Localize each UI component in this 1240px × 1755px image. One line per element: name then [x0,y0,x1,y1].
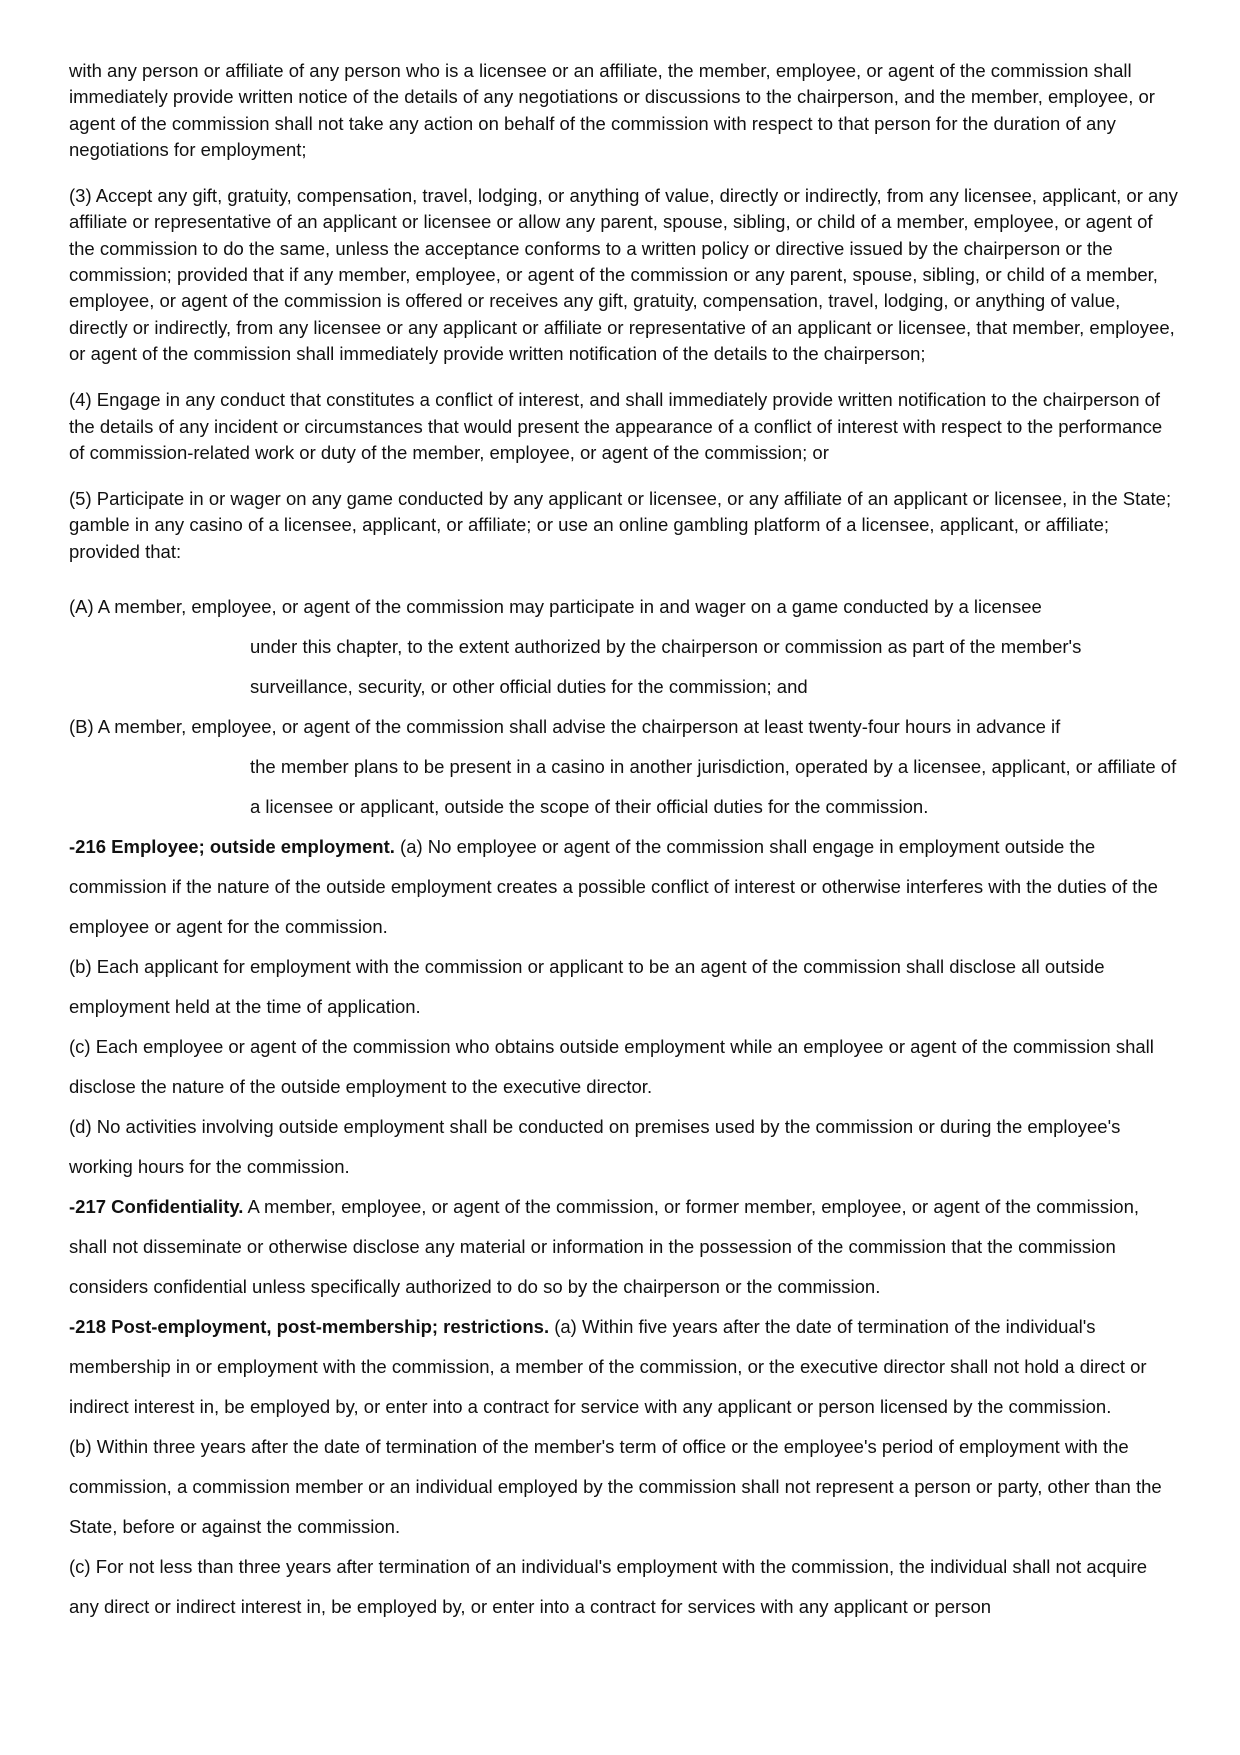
list-item-a-first: (A) A member, employee, or agent of the commission may participate in and wager on a game conducted by a licensee [69,596,1042,618]
section-218-a [69,1307,1179,1427]
section-218-heading: -218 Post-employment, post-membership; restrictions. [69,1316,550,1338]
section-218-b: (b) Within three years after the date of termination of the member's term of office or the employee's period of employment with the commission, a commission member or an individual employed by the commission shall not represent a person or party, other than the State, before or against the commission. [69,1436,1162,1538]
list-item-a-rest: under this chapter, to the extent authorized by the chairperson or commission as part of the member's surveillance, security, or other official duties for the commission; and [250,636,1082,698]
section-216-heading: -216 Employee; outside employment. [69,836,395,858]
section-216-d: (d) No activities involving outside employment shall be conducted on premises used by the commission or during the employee's working hours for the commission. [69,1116,1121,1178]
document-page [69,58,1179,1627]
section-217-heading: -217 Confidentiality. [69,1196,244,1218]
list-item-b [69,707,1179,827]
paragraph-4: (4) Engage in any conduct that constitutes a conflict of interest, and shall immediately provide written notification to the chairperson of the details of any incident or circumstances that would present the appearance of a conflict of interest with respect to the performance of commission-related work or duty of the member, employee, or agent of the commission; or [69,389,1163,463]
section-218-a-text: (a) Within five years after the date of termination of the individual's membership in or employment with the commission, a member of the commission, or the executive director shall not hold a direct or indirect interest in, be employed by, or enter into a contract for service with any applicant or person licensed by the commission. [69,1316,1147,1418]
list-item-b-rest: the member plans to be present in a casino in another jurisdiction, operated by a licensee, applicant, or affiliate of a licensee or applicant, outside the scope of their official duties for the commission. [250,756,1177,818]
list-item-a [69,587,1179,707]
section-218-c: (c) For not less than three years after termination of an individual's employment with the commission, the individual shall not acquire any direct or indirect interest in, be employed by, or enter into a contract for services with any applicant or person [69,1556,1148,1618]
paragraph-3: (3) Accept any gift, gratuity, compensation, travel, lodging, or anything of value, directly or indirectly, from any licensee, applicant, or any affiliate or representative of an applicant or licensee or allow any parent, spouse, sibling, or child of a member, employee, or agent of the commission to do the same, unless the acceptance conforms to a written policy or directive issued by the chairperson or the commission; provided that if any member, employee, or agent of the commission or any parent, spouse, sibling, or child of a member, employee, or agent of the commission is offered or receives any gift, gratuity, compensation, travel, lodging, or anything of value, directly or indirectly, from any licensee or any applicant or affiliate or representative of an applicant or licensee, that member, employee, or agent of the commission shall immediately provide written notification of the details to the chairperson; [69,185,1178,364]
section-216-b: (b) Each applicant for employment with the commission or applicant to be an agent of the commission shall disclose all outside employment held at the time of application. [69,956,1105,1018]
section-216-a-text: (a) No employee or agent of the commission shall engage in employment outside the commission if the nature of the outside employment creates a possible conflict of interest or otherwise interferes with the duties of the employee or agent for the commission. [69,836,1158,938]
section-217 [69,1187,1179,1307]
paragraph-continuation: with any person or affiliate of any person who is a licensee or an affiliate, the member, employee, or agent of the commission shall immediately provide written notice of the details of any negotiations or discussions to the chairperson, and the member, employee, or agent of the commission shall not take any action on behalf of the commission with respect to that person for the duration of any negotiations for employment; [69,60,1155,160]
list-item-b-first: (B) A member, employee, or agent of the commission shall advise the chairperson at least twenty-four hours in advance if [69,716,1061,738]
section-216-a [69,827,1179,947]
paragraph-5: (5) Participate in or wager on any game conducted by any applicant or licensee, or any affiliate of an applicant or licensee, in the State; gamble in any casino of a licensee, applicant, or affiliate; or use an online gambling platform of a licensee, applicant, or affiliate; provided that: [69,488,1172,562]
section-217-text: A member, employee, or agent of the commission, or former member, employee, or agent of the commission, shall not disseminate or otherwise disclose any material or information in the possession of the commission that the commission considers confidential unless specifically authorized to do so by the chairperson or the commission. [69,1196,1140,1298]
section-216-c: (c) Each employee or agent of the commission who obtains outside employment while an employee or agent of the commission shall disclose the nature of the outside employment to the executive director. [69,1036,1154,1098]
